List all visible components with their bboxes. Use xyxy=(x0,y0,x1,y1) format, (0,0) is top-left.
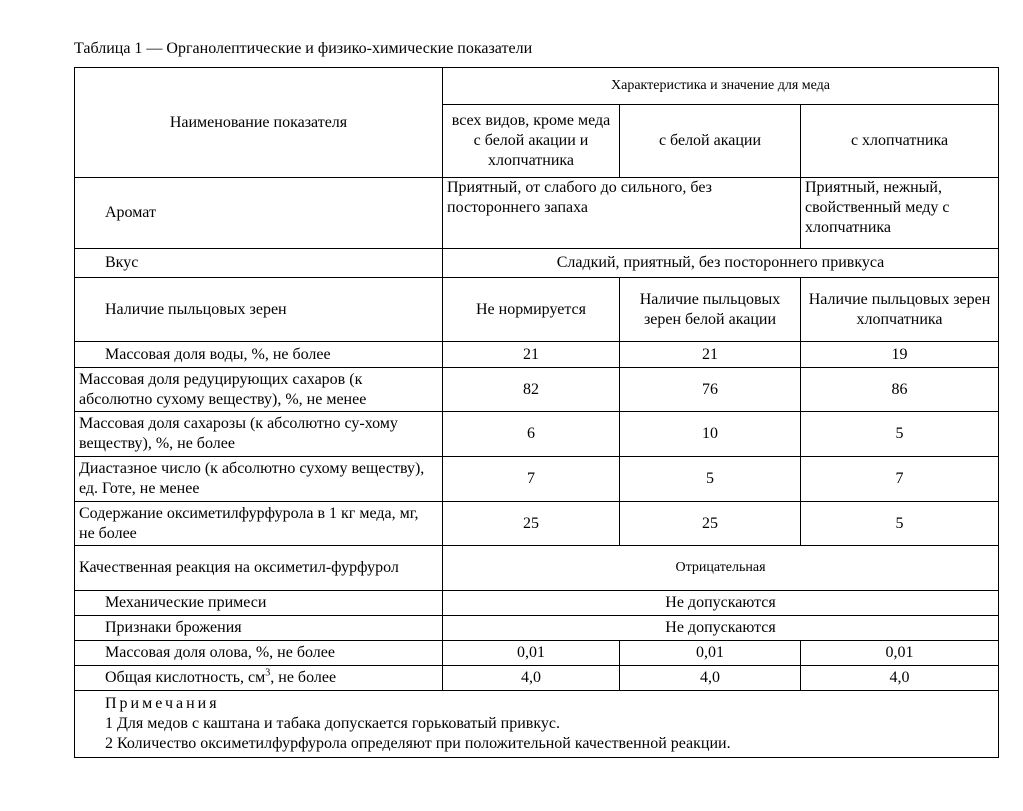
table-row xyxy=(75,249,999,278)
header-col-all-types: всех видов, кроме меда с белой акации и хлопчатника xyxy=(443,105,620,178)
hmf-value-2: 25 xyxy=(620,502,801,546)
reducing-value-2: 76 xyxy=(620,368,801,412)
acidity-label-text: Общая кислотность, см xyxy=(105,669,266,686)
acidity-value-1: 4,0 xyxy=(443,666,620,691)
header-col-cotton: с хлопчатника xyxy=(801,105,999,178)
table-row xyxy=(75,278,999,342)
row-label-sucrose: Массовая доля сахарозы (к абсолютно су-хому веществу), %, не более xyxy=(75,412,443,457)
table-row xyxy=(75,616,999,641)
reducing-value-1: 82 xyxy=(443,368,620,412)
hmf-reaction-value: Отрицательная xyxy=(443,546,999,591)
table-row xyxy=(75,546,999,591)
row-label-pollen: Наличие пыльцовых зерен xyxy=(75,278,443,342)
row-label-hmf-reaction: Качественная реакция на оксиметил-фурфурол xyxy=(75,546,443,591)
acidity-value-3: 4,0 xyxy=(801,666,999,691)
header-col-acacia: с белой акации xyxy=(620,105,801,178)
row-label-fermentation: Признаки брожения xyxy=(75,616,443,641)
row-label-water: Массовая доля воды, %, не более xyxy=(75,342,443,368)
note-1: 1 Для медов с каштана и табака допускается горьковатый привкус. xyxy=(105,715,560,732)
reducing-value-3: 86 xyxy=(801,368,999,412)
row-label-reducing-sugars: Массовая доля редуцирующих сахаров (к абсолютно сухому веществу), %, не менее xyxy=(75,368,443,412)
notes-title: Примечания xyxy=(105,695,220,712)
aroma-value-general: Приятный, от слабого до сильного, без постороннего запаха xyxy=(443,178,801,249)
row-label-impurities: Механические примеси xyxy=(75,591,443,616)
table-row xyxy=(75,178,999,249)
pollen-value-3: Наличие пыльцовых зерен хлопчатника xyxy=(801,278,999,342)
tin-value-2: 0,01 xyxy=(620,641,801,666)
table-row xyxy=(75,412,999,457)
water-value-1: 21 xyxy=(443,342,620,368)
table-row xyxy=(75,342,999,368)
row-label-tin: Массовая доля олова, %, не более xyxy=(75,641,443,666)
taste-value: Сладкий, приятный, без постороннего привкуса xyxy=(443,249,999,278)
sucrose-value-2: 10 xyxy=(620,412,801,457)
acidity-value-2: 4,0 xyxy=(620,666,801,691)
row-label-diastase: Диастазное число (к абсолютно сухому веществу), ед. Готе, не менее xyxy=(75,457,443,502)
hmf-value-3: 5 xyxy=(801,502,999,546)
honey-indicators-table xyxy=(74,67,999,758)
acidity-label-suffix: , не более xyxy=(270,669,337,686)
table-row xyxy=(75,591,999,616)
acidity-unit-superscript: 3 xyxy=(265,667,271,679)
header-characteristic: Характеристика и значение для меда xyxy=(443,68,999,105)
sucrose-value-3: 5 xyxy=(801,412,999,457)
water-value-2: 21 xyxy=(620,342,801,368)
header-indicator: Наименование показателя xyxy=(75,68,443,178)
table-row xyxy=(75,666,999,691)
table-row xyxy=(75,368,999,412)
diastase-value-2: 5 xyxy=(620,457,801,502)
pollen-value-1: Не нормируется xyxy=(443,278,620,342)
tin-value-1: 0,01 xyxy=(443,641,620,666)
diastase-value-1: 7 xyxy=(443,457,620,502)
pollen-value-2: Наличие пыльцовых зерен белой акации xyxy=(620,278,801,342)
notes-cell xyxy=(75,691,999,758)
impurities-value: Не допускаются xyxy=(443,591,999,616)
sucrose-value-1: 6 xyxy=(443,412,620,457)
row-label-acidity xyxy=(75,666,443,691)
table-row xyxy=(75,457,999,502)
fermentation-value: Не допускаются xyxy=(443,616,999,641)
row-label-taste: Вкус xyxy=(75,249,443,278)
row-label-hmf: Содержание оксиметилфурфурола в 1 кг меда, мг, не более xyxy=(75,502,443,546)
note-2: 2 Количество оксиметилфурфурола определяют при положительной качественной реакции. xyxy=(105,735,731,752)
notes-row xyxy=(75,691,999,758)
row-label-aroma: Аромат xyxy=(75,178,443,249)
table-caption: Таблица 1 — Органолептические и физико-химические показатели xyxy=(74,40,533,57)
table-row xyxy=(75,641,999,666)
table-row xyxy=(75,502,999,546)
water-value-3: 19 xyxy=(801,342,999,368)
aroma-value-cotton: Приятный, нежный, свойственный меду с хлопчатника xyxy=(801,178,999,249)
hmf-value-1: 25 xyxy=(443,502,620,546)
diastase-value-3: 7 xyxy=(801,457,999,502)
tin-value-3: 0,01 xyxy=(801,641,999,666)
